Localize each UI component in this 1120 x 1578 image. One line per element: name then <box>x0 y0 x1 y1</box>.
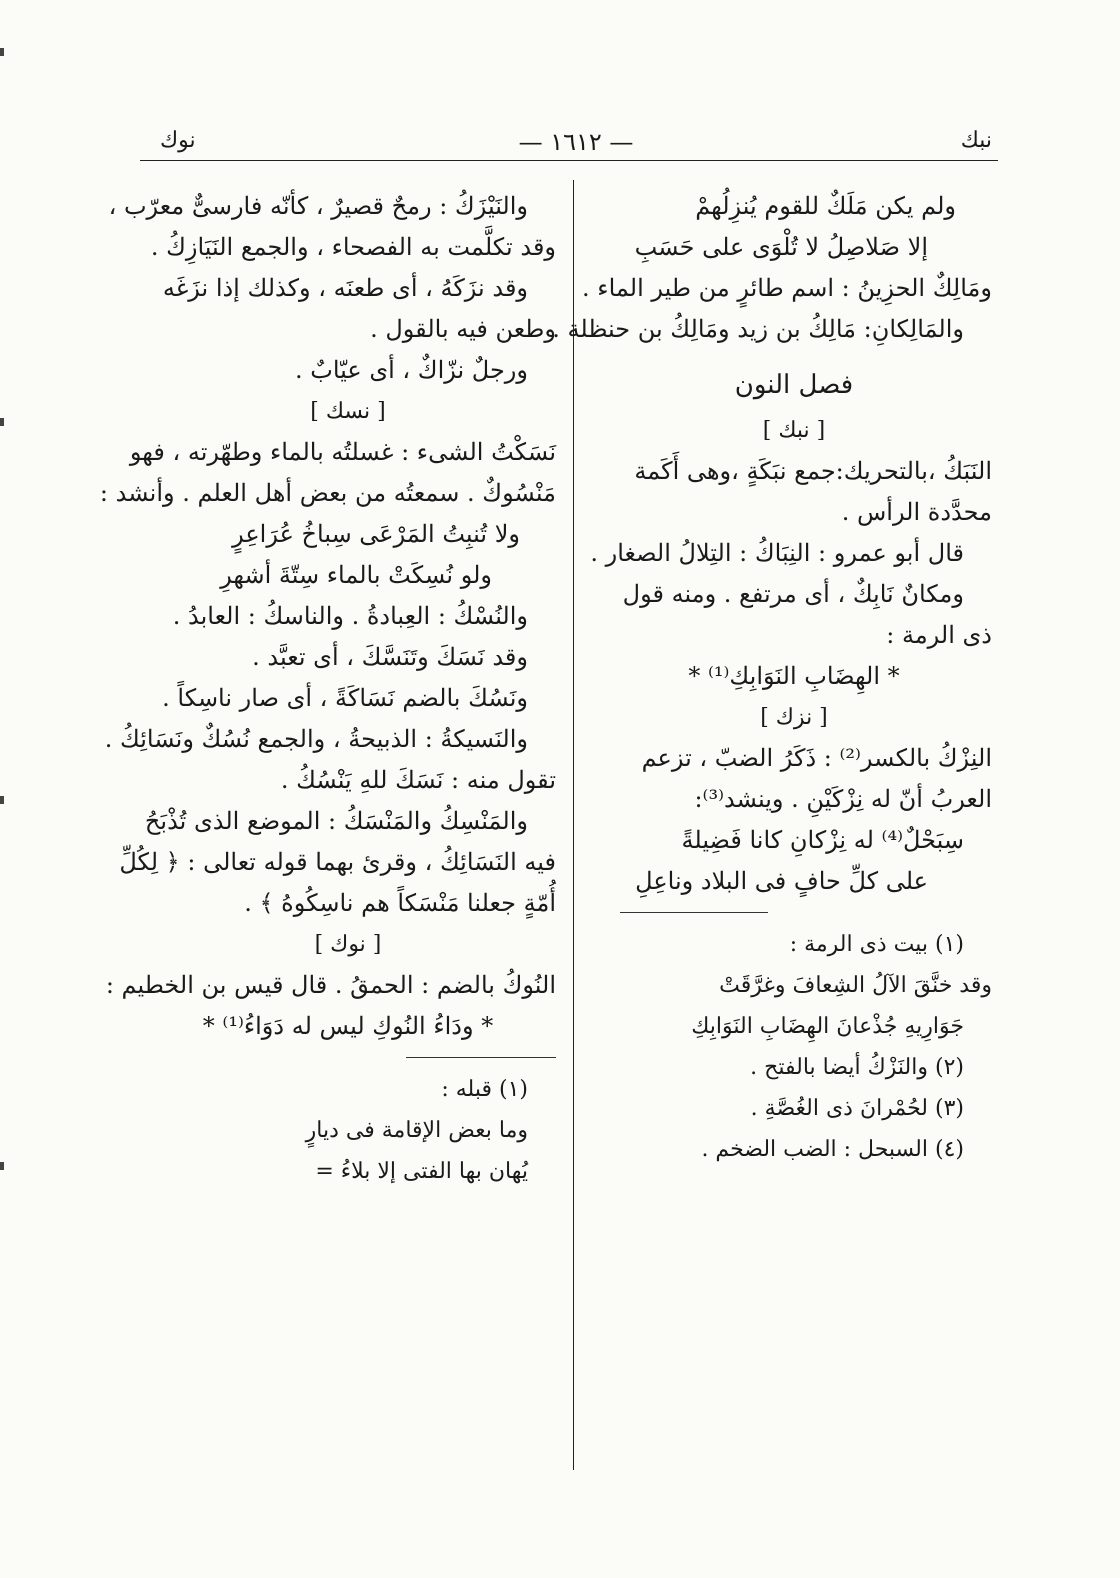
entry-heading: [ نبك ] <box>762 418 826 443</box>
scan-edge-mark <box>0 418 4 426</box>
verse-line: إلا صَلاصِلُ لا تُلْوَى على حَسَبِ <box>634 233 928 261</box>
header-rule <box>140 160 998 161</box>
footnote-line: وقد خنَّقَ الآلُ الشِعافَ وغرَّقَتْ <box>719 973 992 998</box>
text-line: وقد تكلَّمت به الفصحاء ، والجمع النَيَازِكُ . <box>150 233 556 261</box>
scan-edge-mark <box>0 1162 4 1170</box>
scan-edge-mark <box>0 48 4 56</box>
verse-line: على كلِّ حافٍ فى البلاد وناعِلِ <box>635 867 928 895</box>
left-column <box>99 186 556 1192</box>
header-headword-right: نبك <box>960 128 992 153</box>
footnote-line: (١) قبله : <box>441 1077 528 1102</box>
text-line: مَنْسُوكٌ . سمعتُه من بعض أهل العلم . وأنشد : <box>99 479 556 507</box>
text-line: ذى الرمة : <box>886 621 992 649</box>
text-line: ومَالِكٌ الحزِينُ : اسم طائرٍ من طير الماء . <box>582 274 992 302</box>
page-header <box>160 128 992 160</box>
text-line: والنُسْكُ : العِبادةُ . والناسكُ : العابدُ . <box>172 602 528 630</box>
page-number: — ١٦١٢ — <box>518 128 634 156</box>
text-line: وطعن فيه بالقول . <box>370 315 556 343</box>
right-column <box>552 186 992 1170</box>
footnote-line: (٢) والنَزْكُ أيضا بالفتح . <box>750 1055 964 1080</box>
text-line: النُوكُ بالضم : الحمقُ . قال قيس بن الخطيم : <box>105 971 556 999</box>
text-line: تقول منه : نَسَكَ للهِ يَنْسُكُ . <box>280 766 556 794</box>
verse-line: ولم يكن مَلَكٌ للقوم يُنزِلُهمْ <box>695 192 956 220</box>
text-line: والنَيْزَكُ : رمحٌ قصيرٌ ، كأنّه فارسىٌّ معرّب ، <box>108 192 528 220</box>
text-line: والنَسيكةُ : الذبيحةُ ، والجمع نُسُكٌ ونَسَائِكُ . <box>104 725 528 753</box>
text-line: قال أبو عمرو : النِبَاكُ : التِلالُ الصغار . <box>590 539 964 567</box>
text-line: ورجلٌ نزّاكٌ ، أى عيّابٌ . <box>294 356 528 384</box>
footnote-line: (١) بيت ذى الرمة : <box>789 932 964 957</box>
entry-heading: [ نوك ] <box>314 932 382 957</box>
text-line: والمَنْسِكُ والمَنْسَكُ : الموضع الذى تُذْبَحُ <box>144 807 528 835</box>
footnote-line: وما بعض الإقامة فى ديارٍ <box>305 1118 528 1143</box>
text-line: * ودَاءُ النُوكِ ليس له دَوَاءُ⁽¹⁾ * <box>202 1012 494 1040</box>
entry-heading: [ نسك ] <box>310 399 386 424</box>
footnote-rule <box>596 902 992 924</box>
header-headword-left: نوك <box>160 128 196 153</box>
text-line: ومكانٌ نَابِكٌ ، أى مرتفع . ومنه قول <box>622 580 964 608</box>
scan-edge-mark <box>0 796 4 804</box>
text-line: ونَسُكَ بالضم نَسَاكَةً ، أى صار ناسِكاً . <box>162 684 528 712</box>
text-line: النَبَكُ ،بالتحريك:جمع نبَكَةٍ ،وهى أَكَمة <box>634 457 992 485</box>
text-line: سِبَحْلٌ⁽⁴⁾ له نِزْكانِ كانا فَضِيلةً <box>681 826 964 854</box>
text-line: نَسَكْتُ الشىء : غسلتُه بالماء وطهّرته ، فهو <box>129 438 556 466</box>
text-line: النِزْكُ بالكسر⁽²⁾ : ذَكَرُ الضبّ ، تزعم <box>641 744 992 772</box>
text-line: أُمّةٍ جعلنا مَنْسَكاً هم ناسِكُوهُ ﴾ . <box>244 889 556 917</box>
text-line: فيه النَسَائِكُ ، وقرئ بهما قوله تعالى : ﴿ لِكُلِّ <box>119 848 556 876</box>
text-line: والمَالِكانِ: مَالِكُ بن زيد ومَالِكُ بن حنظلة . <box>552 315 964 343</box>
verse-line: ولا تُنبِتُ المَرْعَى سِباخُ عُرَاعِرٍ <box>232 520 520 548</box>
footnote-rule <box>140 1047 556 1069</box>
column-divider <box>573 180 574 1470</box>
footnote-line: (٤) السبحل : الضب الضخم . <box>701 1137 964 1162</box>
text-line: محدَّدة الرأس . <box>841 498 992 526</box>
text-line: العربُ أنّ له نِزْكَيْنِ . وينشد⁽³⁾: <box>694 785 992 813</box>
footnote-line: (٣) لحُمْرانَ ذى الغُصَّةِ . <box>750 1096 964 1121</box>
verse-line: ولو نُسِكَتْ بالماء سِتّةَ أشهرِ <box>220 561 492 589</box>
text-line: * الهِضَابِ النَوَابِكِ⁽¹⁾ * <box>688 662 900 690</box>
section-title: فصل النون <box>734 370 854 400</box>
text-line: وقد نَسَكَ وتَنَسَّكَ ، أى تعبَّد . <box>252 643 528 671</box>
footnote-line: جَوَارِيهِ جُذْعانَ الهِضَابِ النَوَابِكِ <box>691 1014 964 1039</box>
entry-heading: [ نزك ] <box>760 705 828 730</box>
footnote-line: يُهان بها الفتى إلا بلاءُ = <box>315 1159 528 1184</box>
text-line: وقد نزَكَهُ ، أى طعنَه ، وكذلك إذا نزَغَه <box>162 274 528 302</box>
